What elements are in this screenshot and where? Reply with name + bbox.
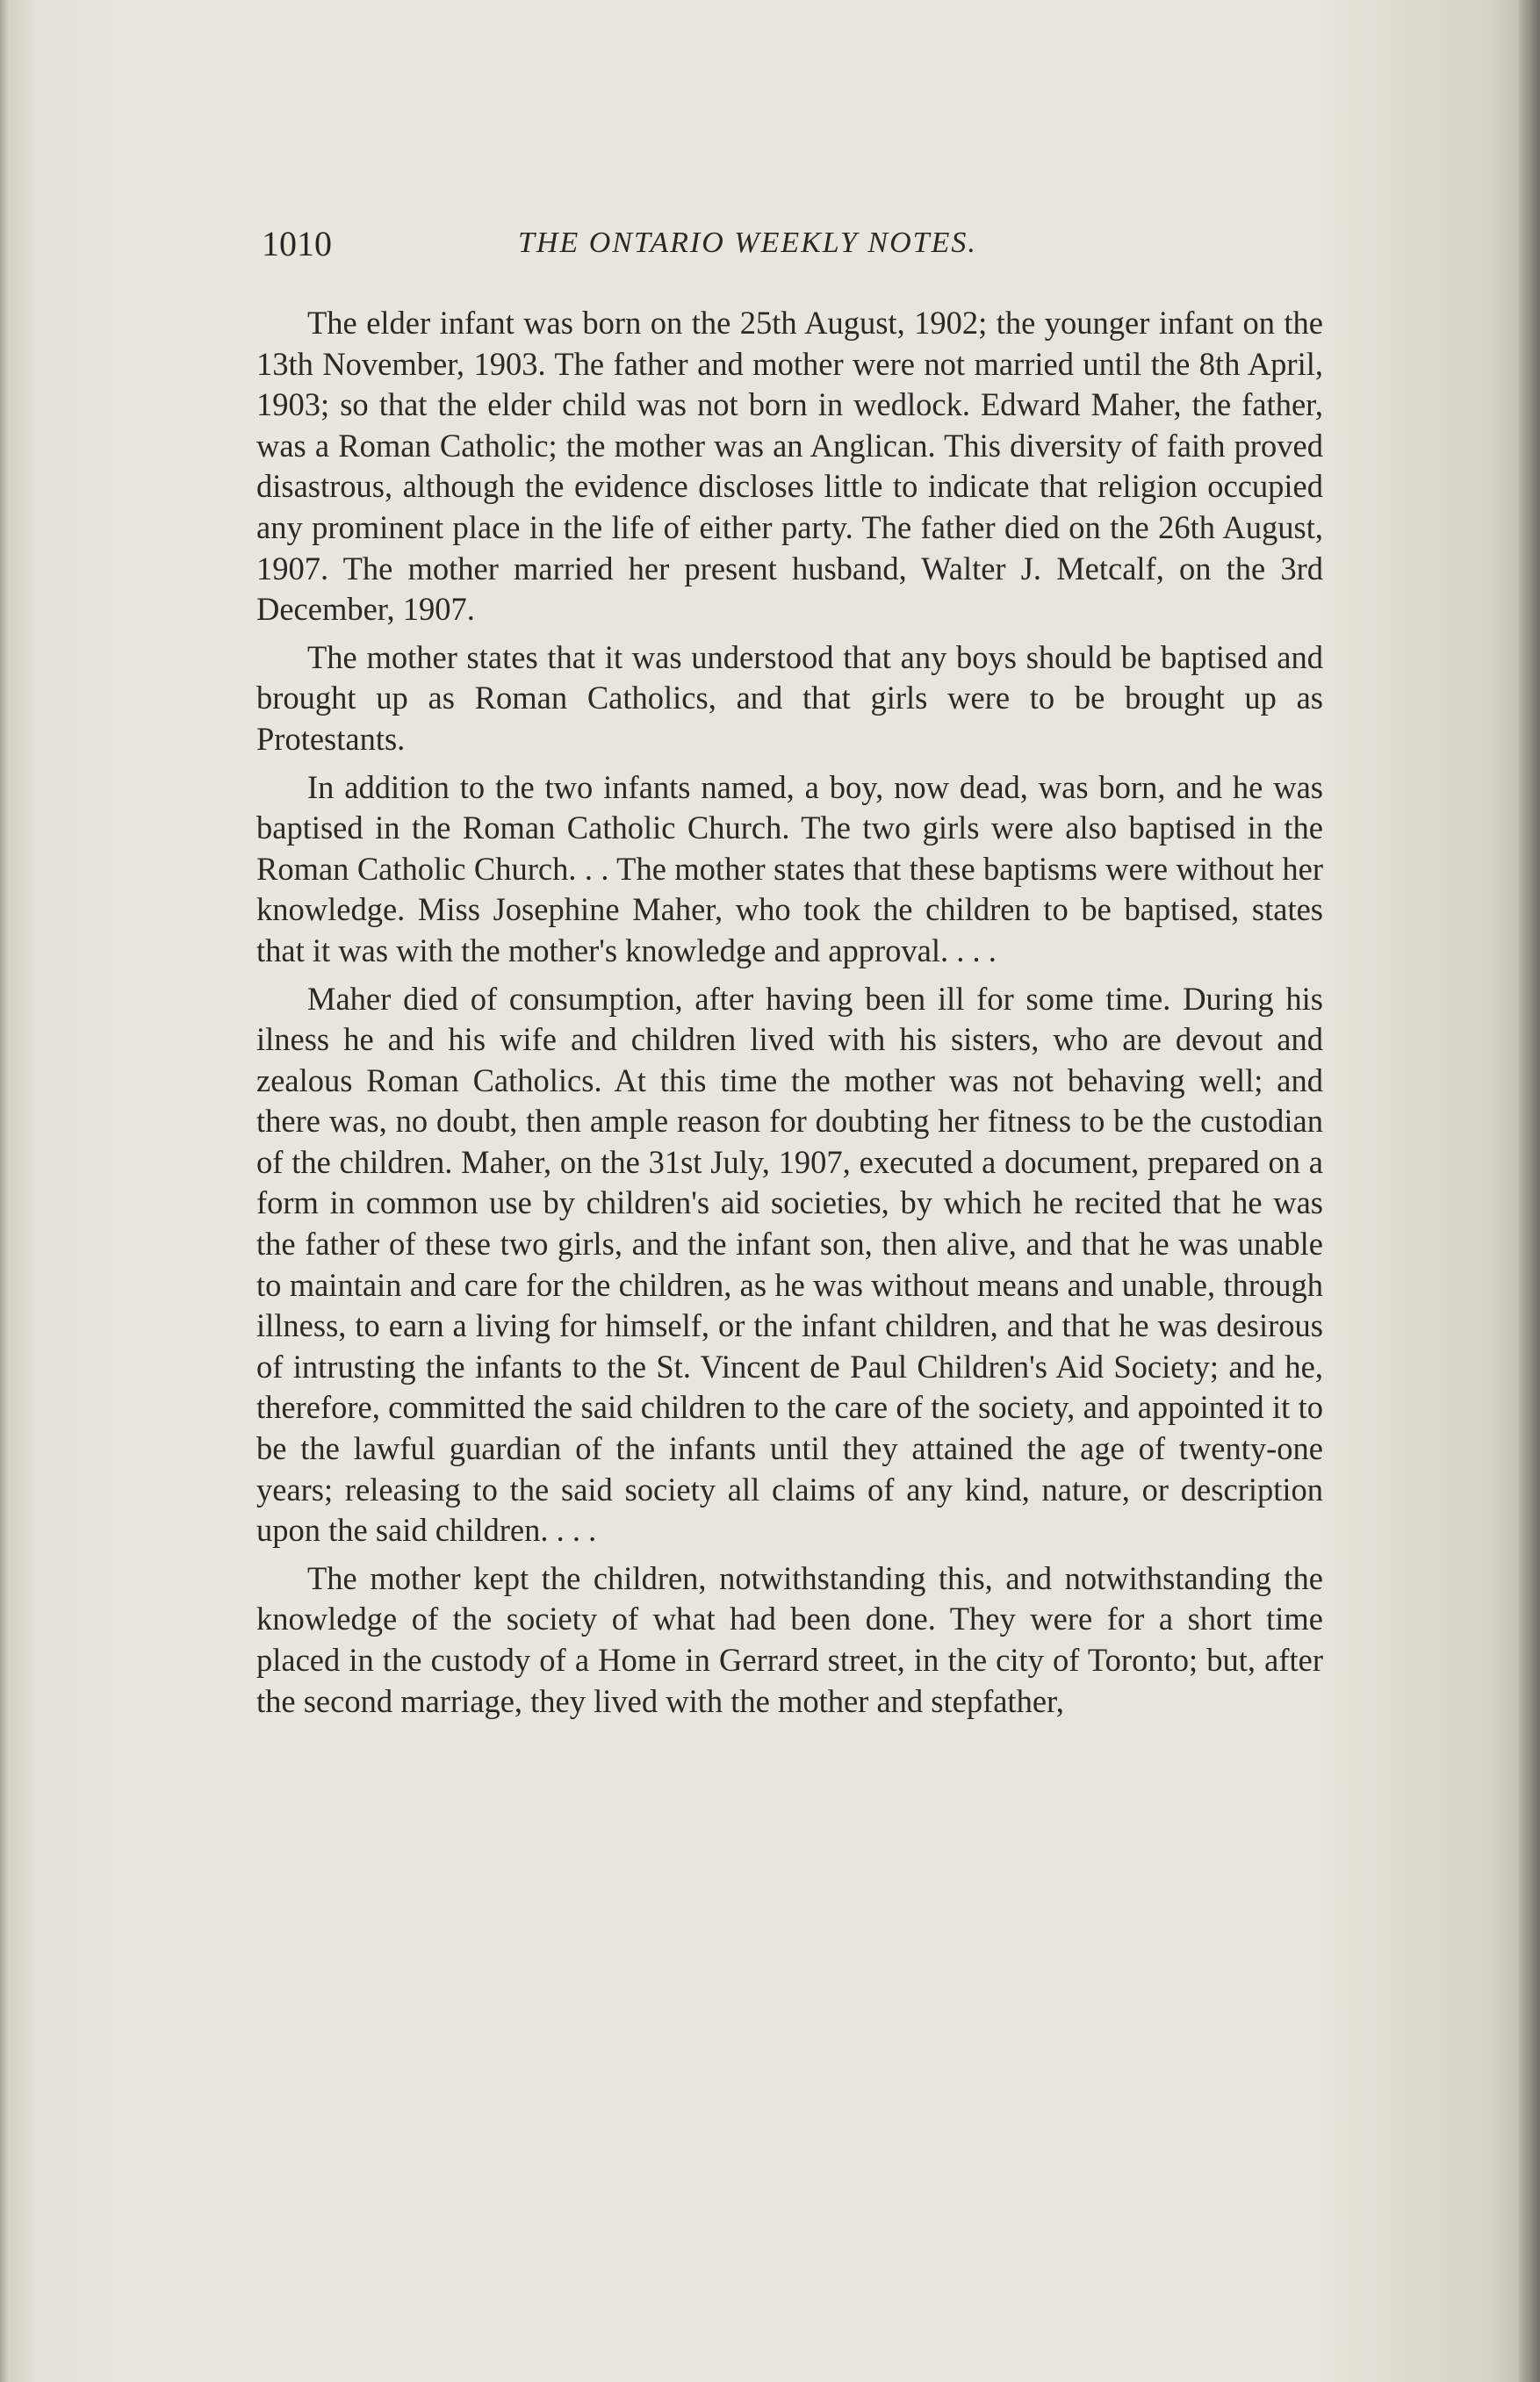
paragraph: The mother kept the children, notwithstanding this, and notwithstanding the knowledge of the society of what had been done. They were for a short time placed in the custody of a Home in Gerrard street, in the city of Toronto; but, after the second marriage, they lived with the mother and stepfather, xyxy=(256,1559,1323,1719)
paragraph: The mother states that it was understood that any boys should be baptised and brought up as Roman Catholics, and that girls were to be brought up as Protestants. xyxy=(256,638,1323,757)
page-left-edge xyxy=(0,0,9,2382)
paragraph: In addition to the two infants named, a boy, now dead, was born, and he was baptised in the Roman Catholic Church. The two girls were also baptised in the Roman Catholic Church. . . The mother states that these baptisms were without her knowledge. Miss Josephine Maher, who took the children to be baptised, states that it was with the mother's knowledge and approval. . . . xyxy=(256,768,1323,968)
book-spine-shadow xyxy=(1519,0,1540,2382)
body-text xyxy=(256,303,1323,1729)
page-number: 1010 xyxy=(262,224,332,263)
paragraph: Maher died of consumption, after having been ill for some time. During his ilness he and his wife and children lived with his sisters, who are devout and zealous Roman Catholics. At this time the mother was not behaving well; and there was, no doubt, then ample reason for doubting her fitness to be the custodian of the children. Maher, on the 31st July, 1907, executed a document, prepared on a form in common use by children's aid societies, by which he recited that he was the father of these two girls, and the infant son, then alive, and that he was unable to maintain and care for the children, as he was without means and unable, through illness, to earn a living for himself, or the infant children, and that he was desirous of intrusting the infants to the St. Vincent de Paul Children's Aid Society; and he, therefore, committed the said children to the care of the society, and appointed it to be the lawful guardian of the infants until they attained the age of twenty-one years; releasing to the said society all claims of any kind, nature, or description upon the said children. . . . xyxy=(256,980,1323,1549)
page-header xyxy=(262,218,1324,279)
running-head: THE ONTARIO WEEKLY NOTES. xyxy=(518,227,977,259)
paragraph: The elder infant was born on the 25th August, 1902; the younger infant on the 13th November, 1903. The father and mother were not married until the 8th April, 1903; so that the elder child was not born in wedlock. Edward Maher, the father, was a Roman Catholic; the mother was an Anglican. This diversity of faith proved disastrous, although the evidence discloses little to indicate that religion occupied any prominent place in the life of either party. The father died on the 26th August, 1907. The mother married her present husband, Walter J. Metcalf, on the 3rd December, 1907. xyxy=(256,305,1323,628)
